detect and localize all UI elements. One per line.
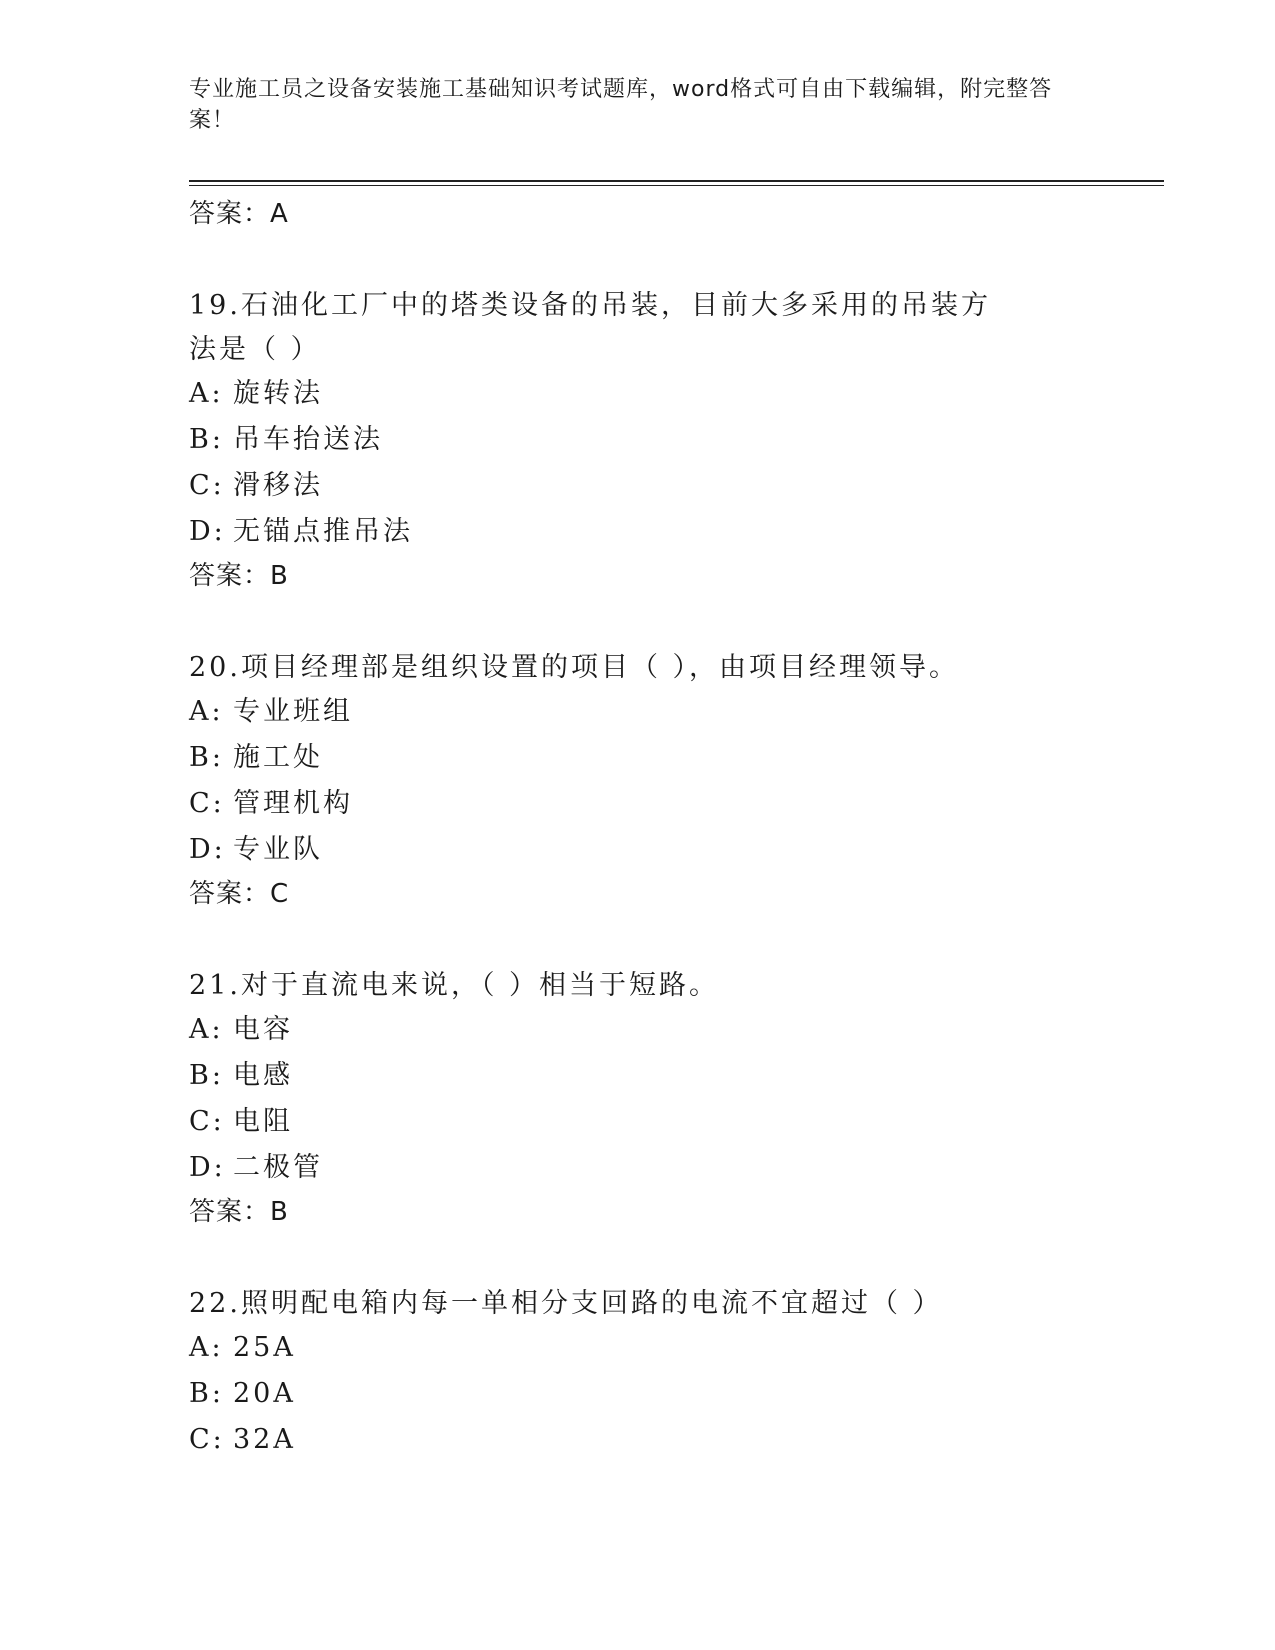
option-item: [189, 782, 1089, 828]
option-text: 吊车抬送法: [233, 424, 383, 455]
question-list: [189, 194, 1089, 1464]
option-key: D:: [189, 516, 226, 547]
option-item: [189, 1326, 1089, 1372]
option-text: 二极管: [233, 1152, 323, 1183]
option-text: 25A: [233, 1332, 296, 1363]
question-stem: 19.石油化工厂中的塔类设备的吊装，目前大多采用的吊装方法是（ ）: [189, 290, 991, 365]
option-item: [189, 464, 1089, 510]
option-key: C:: [189, 788, 225, 819]
option-item: [189, 1418, 1089, 1464]
option-item: [189, 1008, 1089, 1054]
option-text: 电感: [233, 1060, 293, 1091]
option-item: [189, 418, 1089, 464]
answer-line: 答案：C: [189, 879, 290, 909]
option-key: A:: [189, 378, 224, 409]
option-item: [189, 510, 1089, 556]
option-item: [189, 690, 1089, 736]
header-rule-thin: [189, 185, 1164, 186]
option-text: 电容: [233, 1014, 293, 1045]
option-text: 无锚点推吊法: [233, 516, 413, 547]
option-item: [189, 1100, 1089, 1146]
question-stem: 22.照明配电箱内每一单相分支回路的电流不宜超过（ ）: [189, 1288, 943, 1319]
option-key: B:: [189, 1378, 224, 1409]
option-text: 施工处: [233, 742, 323, 773]
option-key: B:: [189, 424, 224, 455]
answer-line: 答案：B: [189, 1197, 289, 1227]
option-text: 滑移法: [233, 470, 323, 501]
option-key: B:: [189, 742, 224, 773]
option-text: 20A: [233, 1378, 296, 1409]
option-text: 电阻: [233, 1106, 293, 1137]
option-key: A:: [189, 696, 224, 727]
question-stem: 21.对于直流电来说，（ ）相当于短路。: [189, 970, 720, 1001]
option-text: 专业队: [233, 834, 323, 865]
option-key: D:: [189, 834, 226, 865]
option-item: [189, 736, 1089, 782]
option-key: C:: [189, 1106, 225, 1137]
answer-line: 答案：A: [189, 199, 289, 229]
option-key: C:: [189, 1424, 225, 1455]
question-stem: 20.项目经理部是组织设置的项目（ ），由项目经理领导。: [189, 652, 960, 683]
option-item: [189, 372, 1089, 418]
option-item: [189, 1054, 1089, 1100]
option-item: [189, 1372, 1089, 1418]
option-key: A:: [189, 1014, 224, 1045]
option-key: C:: [189, 470, 225, 501]
header-rule-thick: [189, 180, 1164, 182]
option-key: B:: [189, 1060, 224, 1091]
option-key: D:: [189, 1152, 226, 1183]
option-item: [189, 1146, 1089, 1192]
document-header: 专业施工员之设备安装施工基础知识考试题库，word格式可自由下载编辑，附完整答案！: [189, 77, 1053, 133]
answer-line: 答案：B: [189, 561, 289, 591]
option-key: A:: [189, 1332, 224, 1363]
option-text: 32A: [233, 1424, 296, 1455]
option-text: 旋转法: [233, 378, 323, 409]
option-item: [189, 828, 1089, 874]
option-text: 管理机构: [233, 788, 353, 819]
option-text: 专业班组: [233, 696, 353, 727]
